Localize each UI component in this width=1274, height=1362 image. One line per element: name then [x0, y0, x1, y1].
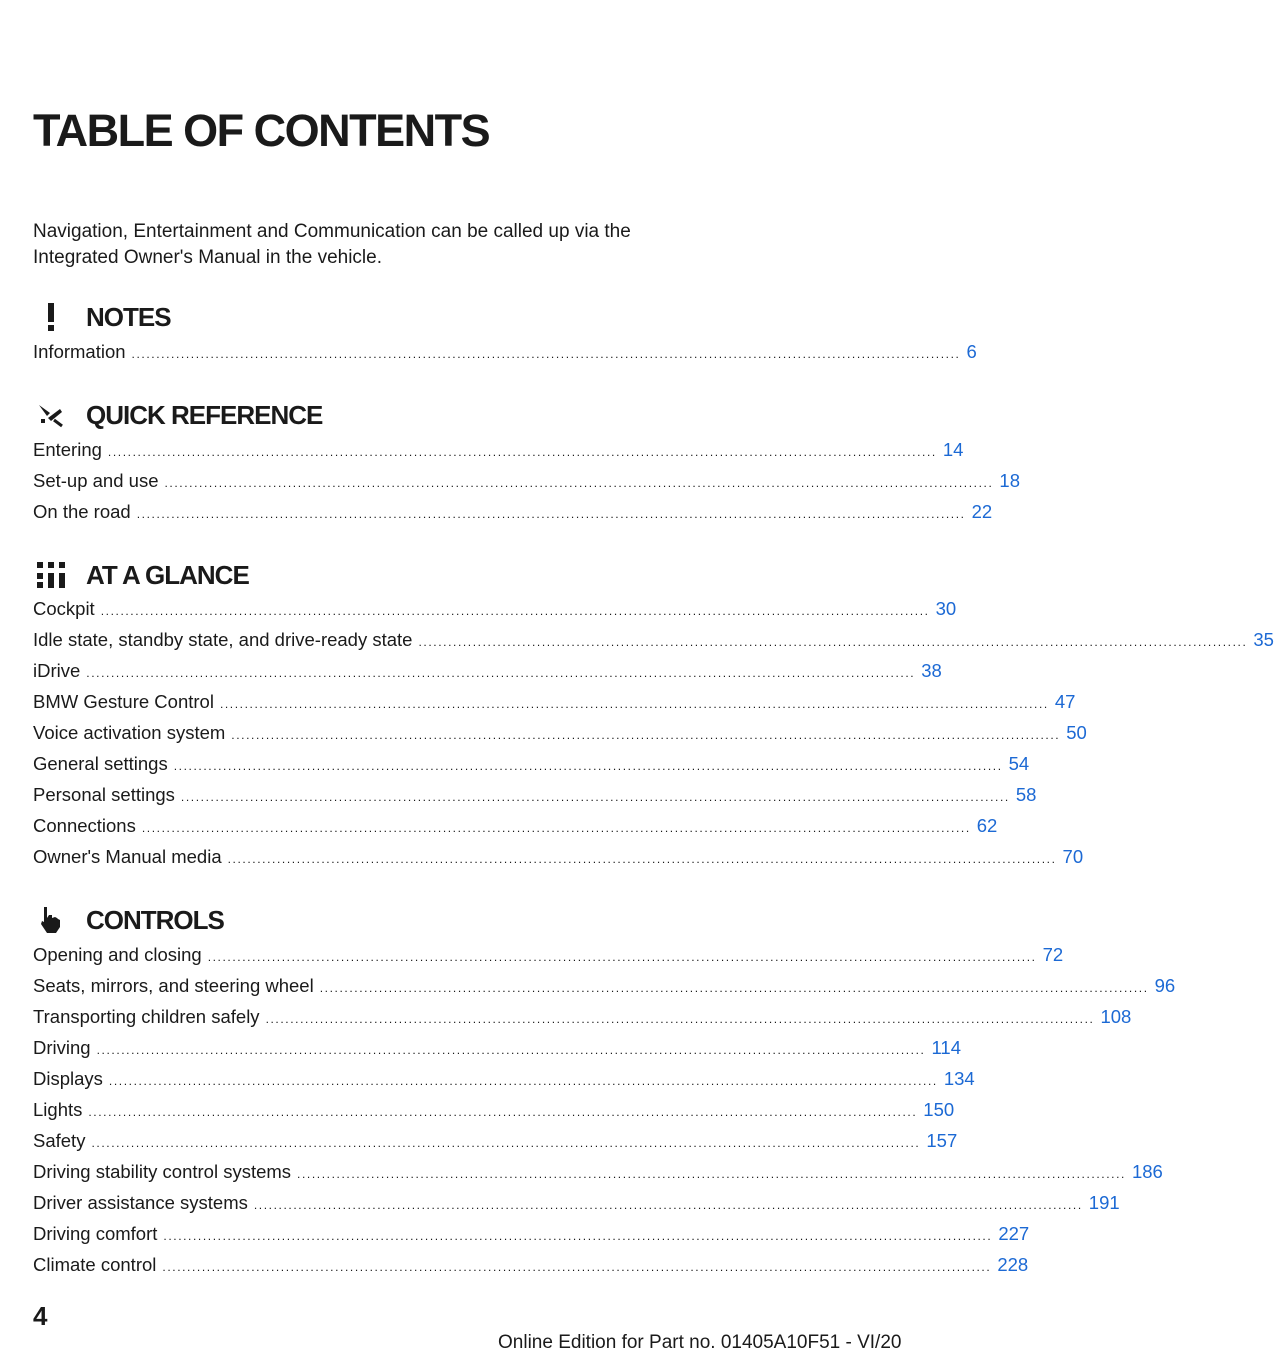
toc-entry-label: Entering — [33, 439, 102, 460]
toc-entry[interactable] — [33, 439, 964, 465]
toc-page-link[interactable]: 114 — [931, 1037, 961, 1058]
toc-page-link[interactable]: 47 — [1054, 691, 1076, 712]
toc-entry[interactable] — [33, 470, 1020, 496]
toc-page-link[interactable]: 72 — [1042, 944, 1064, 965]
leader-dots: ........................................................................................................................................................................ — [231, 728, 1061, 742]
quick-reference-icon — [33, 398, 69, 432]
toc-entry[interactable] — [33, 1254, 1029, 1280]
toc-entry-label: Connections — [33, 815, 136, 836]
toc-entry-label: Displays — [33, 1068, 103, 1089]
toc-entry-label: iDrive — [33, 660, 81, 681]
exclamation-icon — [33, 300, 69, 334]
toc-entry[interactable] — [33, 501, 993, 527]
toc-entry[interactable] — [33, 1161, 1163, 1187]
toc-entry-label: Cockpit — [33, 598, 95, 619]
leader-dots: ........................................................................................................................................................................ — [207, 950, 1037, 964]
leader-dots: ........................................................................................................................................................................ — [418, 635, 1248, 649]
toc-entry-label: Transporting children safely — [33, 1006, 260, 1027]
leader-dots: ........................................................................................................................................................................ — [265, 1012, 1095, 1026]
leader-dots: ........................................................................................................................................................................ — [253, 1198, 1083, 1212]
toc-page-link[interactable]: 227 — [998, 1223, 1030, 1244]
toc-page-link[interactable]: 30 — [935, 598, 957, 619]
toc-entry-label: Owner's Manual media — [33, 846, 222, 867]
section-at-a-glance-header — [33, 558, 249, 592]
leader-dots: ........................................................................................................................................................................ — [88, 1105, 918, 1119]
toc-entry-label: General settings — [33, 753, 168, 774]
toc-entry-label: Driving comfort — [33, 1223, 158, 1244]
section-notes-header — [33, 300, 171, 334]
toc-page-link[interactable]: 50 — [1066, 722, 1087, 743]
toc-page-link[interactable]: 70 — [1062, 846, 1084, 867]
toc-entry[interactable] — [33, 1037, 961, 1063]
toc-page-link[interactable]: 228 — [997, 1254, 1029, 1275]
toc-page-link[interactable]: 62 — [976, 815, 998, 836]
toc-entry-label: Driving — [33, 1037, 91, 1058]
toc-entry-label: Driving stability control systems — [33, 1161, 292, 1182]
leader-dots: ........................................................................................................................................................................ — [136, 507, 966, 521]
intro-text: Navigation, Entertainment and Communication can be called up via the Integrated Owner's Manual in the vehicle. — [33, 221, 631, 268]
toc-entry[interactable] — [33, 1130, 958, 1156]
toc-entry[interactable] — [33, 1068, 975, 1094]
footer-edition-text: Online Edition for Part no. 01405A10F51 - VI/20 — [498, 1332, 902, 1353]
leader-dots: ........................................................................................................................................................................ — [162, 1260, 992, 1274]
hand-pointer-icon — [33, 903, 69, 937]
leader-dots: ........................................................................................................................................................................ — [319, 981, 1149, 995]
toc-page-link[interactable]: 191 — [1088, 1192, 1120, 1213]
toc-entry-label: Voice activation system — [33, 722, 226, 743]
section-title: CONTROLS — [86, 904, 224, 935]
toc-page-link[interactable]: 22 — [971, 501, 993, 522]
toc-entry[interactable] — [33, 846, 1084, 872]
leader-dots: ........................................................................................................................................................................ — [91, 1136, 921, 1150]
toc-page-link[interactable]: 150 — [923, 1099, 955, 1120]
toc-entry[interactable] — [33, 944, 1064, 970]
leader-dots: ........................................................................................................................................................................ — [141, 821, 971, 835]
toc-entry-label: Safety — [33, 1130, 86, 1151]
toc-entry[interactable] — [33, 975, 1176, 1001]
leader-dots: ........................................................................................................................................................................ — [227, 852, 1057, 866]
toc-entry-label: Lights — [33, 1099, 83, 1120]
section-quick-reference-header — [33, 398, 322, 432]
toc-page-link[interactable]: 58 — [1015, 784, 1037, 805]
leader-dots: ........................................................................................................................................................................ — [173, 759, 1003, 773]
leader-dots: ........................................................................................................................................................................ — [297, 1167, 1126, 1181]
toc-entry-label: Information — [33, 341, 126, 362]
toc-entry-label: Personal settings — [33, 784, 175, 805]
toc-entry[interactable] — [33, 341, 977, 367]
toc-entry[interactable] — [33, 1099, 955, 1125]
page-title: TABLE OF CONTENTS — [33, 105, 490, 156]
toc-entry[interactable] — [33, 629, 1274, 655]
toc-entry[interactable] — [33, 753, 1030, 779]
leader-dots: ........................................................................................................................................................................ — [100, 604, 930, 618]
toc-entry-label: Set-up and use — [33, 470, 159, 491]
toc-entry[interactable] — [33, 784, 1037, 810]
toc-page-link[interactable]: 186 — [1131, 1161, 1163, 1182]
toc-page-link[interactable]: 35 — [1253, 629, 1274, 650]
leader-dots: ........................................................................................................................................................................ — [163, 1229, 993, 1243]
section-title: NOTES — [86, 301, 171, 332]
toc-entry-label: Climate control — [33, 1254, 157, 1275]
section-title: AT A GLANCE — [86, 559, 249, 590]
toc-page-link[interactable]: 108 — [1100, 1006, 1132, 1027]
toc-entry[interactable] — [33, 691, 1076, 717]
section-controls-header — [33, 903, 224, 937]
toc-entry-label: BMW Gesture Control — [33, 691, 214, 712]
toc-entry-label: Driver assistance systems — [33, 1192, 248, 1213]
toc-entry[interactable] — [33, 1223, 1030, 1249]
toc-entry-label: On the road — [33, 501, 131, 522]
toc-page-link[interactable]: 38 — [921, 660, 942, 681]
toc-page-link[interactable]: 96 — [1154, 975, 1176, 996]
leader-dots: ........................................................................................................................................................................ — [86, 666, 916, 680]
toc-page-link[interactable]: 134 — [943, 1068, 975, 1089]
section-title: QUICK REFERENCE — [86, 399, 323, 430]
leader-dots: ........................................................................................................................................................................ — [131, 347, 961, 361]
toc-entry-label: Idle state, standby state, and drive-ready state — [33, 629, 413, 650]
toc-entry-label: Seats, mirrors, and steering wheel — [33, 975, 314, 996]
leader-dots: ........................................................................................................................................................................ — [219, 697, 1049, 711]
toc-entry[interactable] — [33, 660, 942, 686]
toc-entry[interactable] — [33, 722, 1087, 748]
page-number: 4 — [33, 1301, 48, 1331]
toc-page-link[interactable]: 54 — [1008, 753, 1030, 774]
toc-entry[interactable] — [33, 1192, 1120, 1218]
toc-page-link[interactable]: 6 — [966, 341, 977, 362]
toc-page-link[interactable]: 14 — [942, 439, 964, 460]
toc-page-link[interactable]: 157 — [926, 1130, 958, 1151]
toc-entry[interactable] — [33, 815, 998, 841]
toc-entry-label: Opening and closing — [33, 944, 202, 965]
toc-entry[interactable] — [33, 1006, 1132, 1032]
leader-dots: ........................................................................................................................................................................ — [96, 1043, 926, 1057]
leader-dots: ........................................................................................................................................................................ — [164, 476, 994, 490]
toc-page-link[interactable]: 18 — [999, 470, 1020, 491]
grid-icon — [33, 558, 69, 592]
leader-dots: ........................................................................................................................................................................ — [180, 790, 1010, 804]
leader-dots: ........................................................................................................................................................................ — [108, 1074, 938, 1088]
leader-dots: ........................................................................................................................................................................ — [107, 445, 937, 459]
toc-entry[interactable] — [33, 598, 957, 624]
